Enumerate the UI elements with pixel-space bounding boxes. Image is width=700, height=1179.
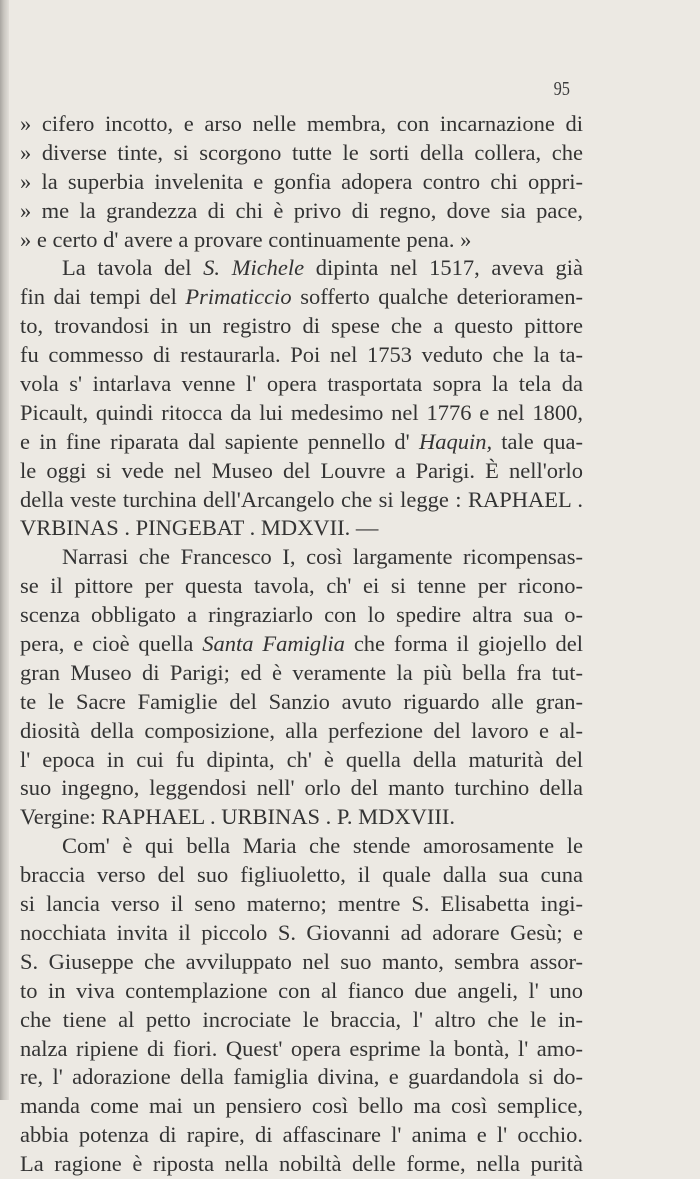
text-line — [20, 717, 583, 746]
text-segment: tale qua- — [492, 428, 583, 454]
text-line — [20, 543, 583, 572]
text-segment: suo ingegno, leggendosi nell' orlo del manto turchino della — [20, 775, 583, 801]
text-segment: diosità della composizione, alla perfezione del lavoro e al- — [20, 717, 583, 743]
text-segment: to in viva contemplazione con al fianco due angeli, l' uno — [20, 977, 583, 1003]
text-line — [20, 139, 583, 168]
text-line — [20, 514, 583, 543]
text-segment: Picault, quindi ritocca da lui medesimo nel 1776 e nel 1800, — [20, 399, 583, 425]
text-segment: te le Sacre Famiglie del Sanzio avuto riguardo alle gran- — [20, 688, 583, 714]
text-segment: » la superbia invelenita e gonfia adopera contro chi oppri- — [20, 168, 583, 194]
text-line — [20, 486, 583, 515]
text-segment: e in fine riparata dal sapiente pennello d' — [20, 428, 419, 454]
text-segment: dipinta nel 1517, aveva già — [304, 255, 583, 281]
text-line — [20, 283, 583, 312]
text-segment: fu commesso di restaurarla. Poi nel 1753 veduto che la ta- — [20, 342, 583, 368]
italic-text: Haquin, — [418, 428, 493, 454]
text-segment: Vergine: RAPHAEL . URBINAS . P. MDXVIII. — [20, 804, 456, 830]
text-segment: » diverse tinte, si scorgono tutte le sorti della collera, che — [20, 139, 583, 165]
text-segment: VRBINAS . PINGEBAT . MDXVII. — — [20, 515, 379, 541]
text-line — [20, 688, 583, 717]
text-segment: manda come mai un pensiero così bello ma così semplice, — [20, 1093, 583, 1119]
text-line — [20, 803, 583, 832]
text-segment: gran Museo di Parigi; ed è veramente la più bella fra tut- — [20, 659, 583, 685]
text-line — [20, 341, 583, 370]
text-line — [20, 774, 583, 803]
text-segment: La tavola del — [62, 255, 204, 281]
italic-text: S. Michele — [203, 255, 305, 281]
italic-text: Primaticcio — [185, 284, 292, 310]
italic-text: Santa Famiglia — [202, 631, 345, 657]
text-line — [20, 890, 583, 919]
text-line — [20, 226, 583, 255]
text-line — [20, 1092, 583, 1121]
text-line — [20, 861, 583, 890]
text-segment: » e certo d' avere a provare continuamente pena. » — [20, 226, 472, 252]
text-segment: » cifero incotto, e arso nelle membra, con incarnazione di — [20, 111, 583, 136]
text-segment: che tiene al petto incrociate le braccia, l' altro che le in- — [20, 1006, 583, 1032]
text-line — [20, 457, 583, 486]
text-line — [20, 168, 583, 197]
text-line — [20, 399, 583, 428]
text-line — [20, 1150, 583, 1179]
text-line — [20, 312, 583, 341]
text-segment: scenza obbligato a ringraziarlo con lo spedire altra sua o- — [20, 602, 583, 628]
text-segment: se il pittore per questa tavola, ch' ei si tenne per ricono- — [20, 573, 583, 599]
page-binding-edge — [0, 0, 9, 1100]
text-segment: Narrasi che Francesco I, così largamente ricompensas- — [62, 544, 583, 570]
text-line — [20, 572, 583, 601]
text-line — [20, 1121, 583, 1150]
text-segment: nocchiata invita il piccolo S. Giovanni ad adorare Gesù; e — [20, 919, 583, 945]
text-line — [20, 659, 583, 688]
text-line — [20, 197, 583, 226]
text-segment: braccia verso del suo figliuoletto, il quale dalla sua cuna — [20, 862, 583, 888]
text-segment: si lancia verso il seno materno; mentre S. Elisabetta ingi- — [20, 891, 583, 917]
text-line — [20, 630, 583, 659]
text-segment: La ragione è riposta nella nobiltà delle forme, nella purità — [20, 1151, 583, 1177]
text-segment: fin dai tempi del — [20, 284, 186, 310]
text-segment: abbia potenza di rapire, di affascinare l' anima e l' occhio. — [20, 1122, 583, 1148]
page-number: 95 — [553, 78, 570, 100]
text-line — [20, 919, 583, 948]
text-line — [20, 601, 583, 630]
body-text — [20, 110, 583, 1179]
text-segment: nalza ripiene di fiori. Quest' opera esprime la bontà, l' amo- — [20, 1035, 583, 1061]
text-line — [20, 832, 583, 861]
text-segment: della veste turchina dell'Arcangelo che si legge : RAPHAEL . — [20, 486, 583, 512]
text-segment: sofferto qualche deterioramen- — [291, 284, 583, 310]
text-line — [20, 1035, 583, 1064]
text-line — [20, 746, 583, 775]
text-segment: to, trovandosi in un registro di spese che a questo pittore — [20, 313, 583, 339]
text-line — [20, 428, 583, 457]
text-line — [20, 110, 583, 139]
text-line — [20, 254, 583, 283]
text-line — [20, 948, 583, 977]
text-segment: Com' è qui bella Maria che stende amorosamente le — [62, 833, 583, 859]
text-segment: S. Giuseppe che avviluppato nel suo manto, sembra assor- — [20, 948, 583, 974]
text-line — [20, 1006, 583, 1035]
text-segment: l' epoca in cui fu dipinta, ch' è quella della maturità del — [20, 746, 583, 772]
text-line — [20, 1063, 583, 1092]
text-segment: pera, e cioè quella — [20, 631, 203, 657]
text-segment: vola s' intarlava venne l' opera trasportata sopra la tela da — [20, 371, 583, 397]
text-line — [20, 370, 583, 399]
text-segment: » me la grandezza di chi è privo di regno, dove sia pace, — [20, 197, 583, 223]
text-segment: le oggi si vede nel Museo del Louvre a Parigi. È nell'orlo — [20, 457, 583, 483]
text-segment: che forma il giojello del — [344, 631, 584, 657]
text-segment: re, l' adorazione della famiglia divina, e guardandola si do- — [20, 1064, 583, 1090]
text-line — [20, 977, 583, 1006]
